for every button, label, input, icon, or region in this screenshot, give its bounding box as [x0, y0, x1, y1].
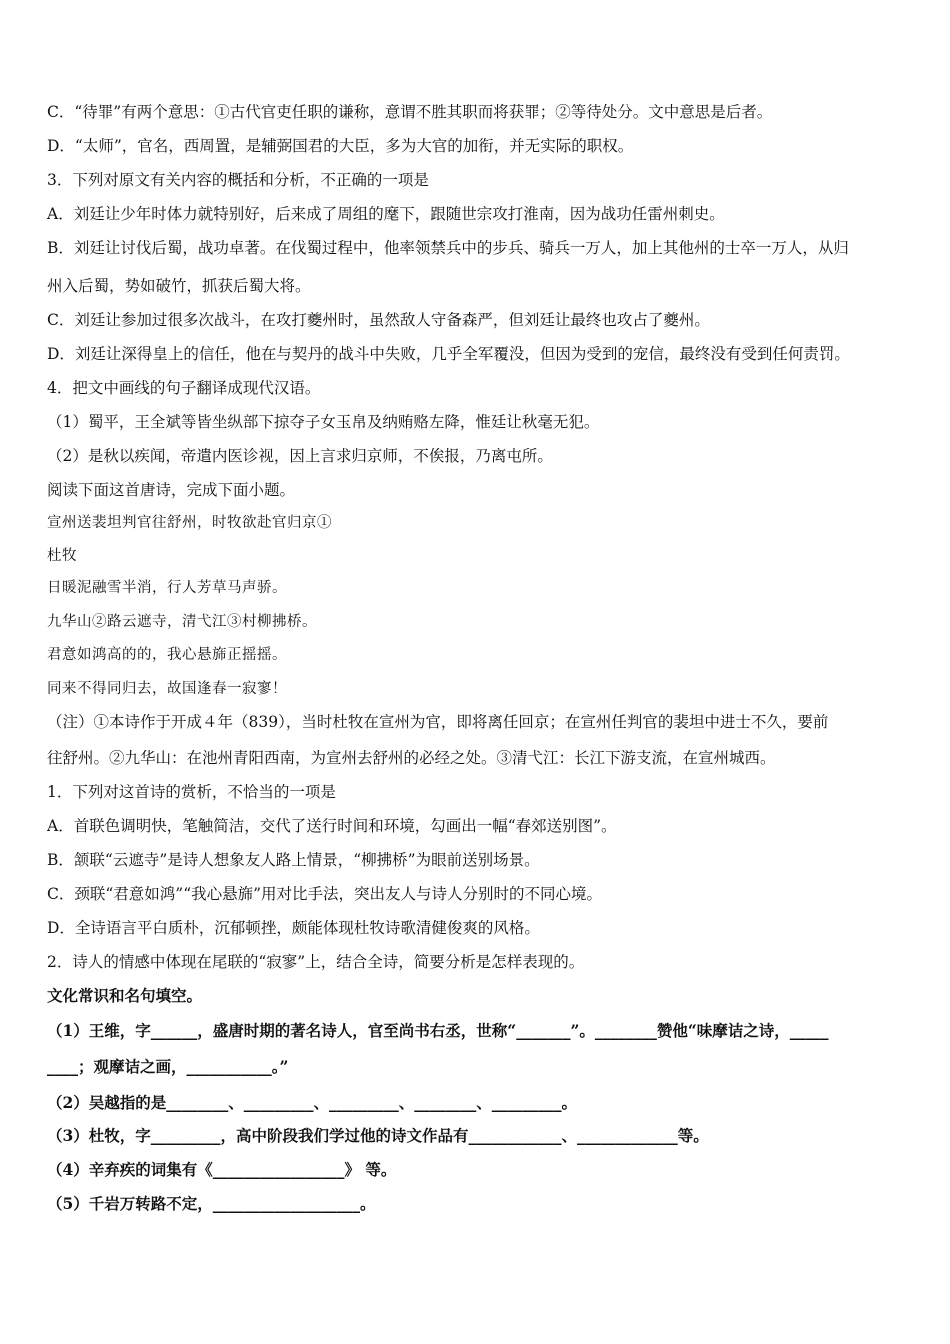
pq1-option-d: D．全诗语言平白质朴，沉郁顿挫，颇能体现杜牧诗歌清健俊爽的风格。	[47, 919, 540, 937]
pq1-option-a: A．首联色调明快，笔触简洁，交代了送行时间和环境，勾画出一幅“春郊送别图”。	[47, 817, 617, 835]
q3-option-d: D．刘廷让深得皇上的信任，他在与契丹的战斗中失败，几乎全军覆没，但因为受到的宠信，最终没有受到任何责罚。	[47, 345, 850, 363]
q3-option-b-cont: 州入后蜀，势如破竹，抓获后蜀大将。	[47, 277, 311, 295]
poem-title: 宣州送裴坦判官往舒州，时牧欲赴官归京①	[47, 515, 332, 531]
option-c-line: C．“待罪”有两个意思：①古代官吏任职的谦称，意谓不胜其职而将获罪；②等待处分。文中意思是后者。	[47, 103, 773, 121]
pq1-option-b: B．颔联“云遮寺”是诗人想象友人路上情景，“柳拂桥”为眼前送别场景。	[47, 851, 540, 869]
fill-item-5: （5）千岩万转路不定，___________________。	[47, 1194, 376, 1213]
q3-option-b: B．刘廷让讨伐后蜀，战功卓著。在伐蜀过程中，他率领禁兵中的步兵、骑兵一万人，加上其他州的士卒一万人，从归	[47, 239, 849, 257]
fill-item-3: （3）杜牧，字_________，高中阶段我们学过他的诗文作品有____________、_____________等。	[47, 1126, 709, 1145]
poem-note: （注）①本诗作于开成４年（839），当时杜牧在宣州为官，即将离任回京；在宣州任判官的裴坦中进士不久，要前	[47, 713, 829, 731]
poem-line-3: 君意如鸿高的的，我心悬旆正摇摇。	[47, 647, 287, 663]
q4-sentence-1: （1）蜀平，王全斌等皆坐纵部下掠夺子女玉帛及纳贿赂左降，惟廷让秋毫无犯。	[47, 413, 600, 431]
section-title: 文化常识和名句填空。	[47, 986, 203, 1005]
fill-item-4: （4）辛弃疾的词集有《_________________》 等。	[47, 1160, 397, 1179]
question-3: 3．下列对原文有关内容的概括和分析，不正确的一项是	[47, 171, 429, 189]
reading-instruction: 阅读下面这首唐诗，完成下面小题。	[47, 481, 296, 499]
q3-option-c: C．刘廷让参加过很多次战斗，在攻打夔州时，虽然敌人守备森严，但刘廷让最终也攻占了夔州。	[47, 311, 710, 329]
poem-question-2: 2．诗人的情感中体现在尾联的“寂寥”上，结合全诗，简要分析是怎样表现的。	[47, 953, 585, 971]
poem-note-cont: 往舒州。②九华山：在池州青阳西南，为宣州去舒州的必经之处。③清弋江：长江下游支流，在宣州城西。	[47, 749, 776, 767]
poem-line-2: 九华山②路云遮寺，清弋江③村柳拂桥。	[47, 614, 317, 630]
poem-question-1: 1．下列对这首诗的赏析，不恰当的一项是	[47, 783, 336, 801]
poem-line-1: 日暖泥融雪半消，行人芳草马声骄。	[47, 580, 287, 596]
pq1-option-c: C．颈联“君意如鸿”“我心悬旆”用对比手法，突出友人与诗人分别时的不同心境。	[47, 885, 603, 903]
fill-item-2: （2）吴越指的是________、_________、_________、________、_________。	[47, 1093, 578, 1112]
poem-author: 杜牧	[47, 548, 77, 564]
question-4: 4．把文中画线的句子翻译成现代汉语。	[47, 379, 321, 397]
poem-line-4: 同来不得同归去，故国逢春一寂寥！	[47, 681, 287, 697]
option-d-line: D．“太师”，官名，西周置，是辅弼国君的大臣，多为大官的加衔，并无实际的职权。	[47, 137, 634, 155]
q3-option-a: A．刘廷让少年时体力就特别好，后来成了周组的麾下，跟随世宗攻打淮南，因为战功任雷州刺史。	[47, 205, 725, 223]
fill-item-1-cont: ____；观摩诘之画，___________。”	[47, 1057, 289, 1076]
fill-item-1: （1）王维，字______，盛唐时期的著名诗人，官至尚书右丞，世称“_______”。________赞他“味摩诘之诗，_____	[47, 1021, 829, 1040]
q4-sentence-2: （2）是秋以疾闻，帝遣内医诊视，因上言求归京师，不俟报，乃离屯所。	[47, 447, 553, 465]
